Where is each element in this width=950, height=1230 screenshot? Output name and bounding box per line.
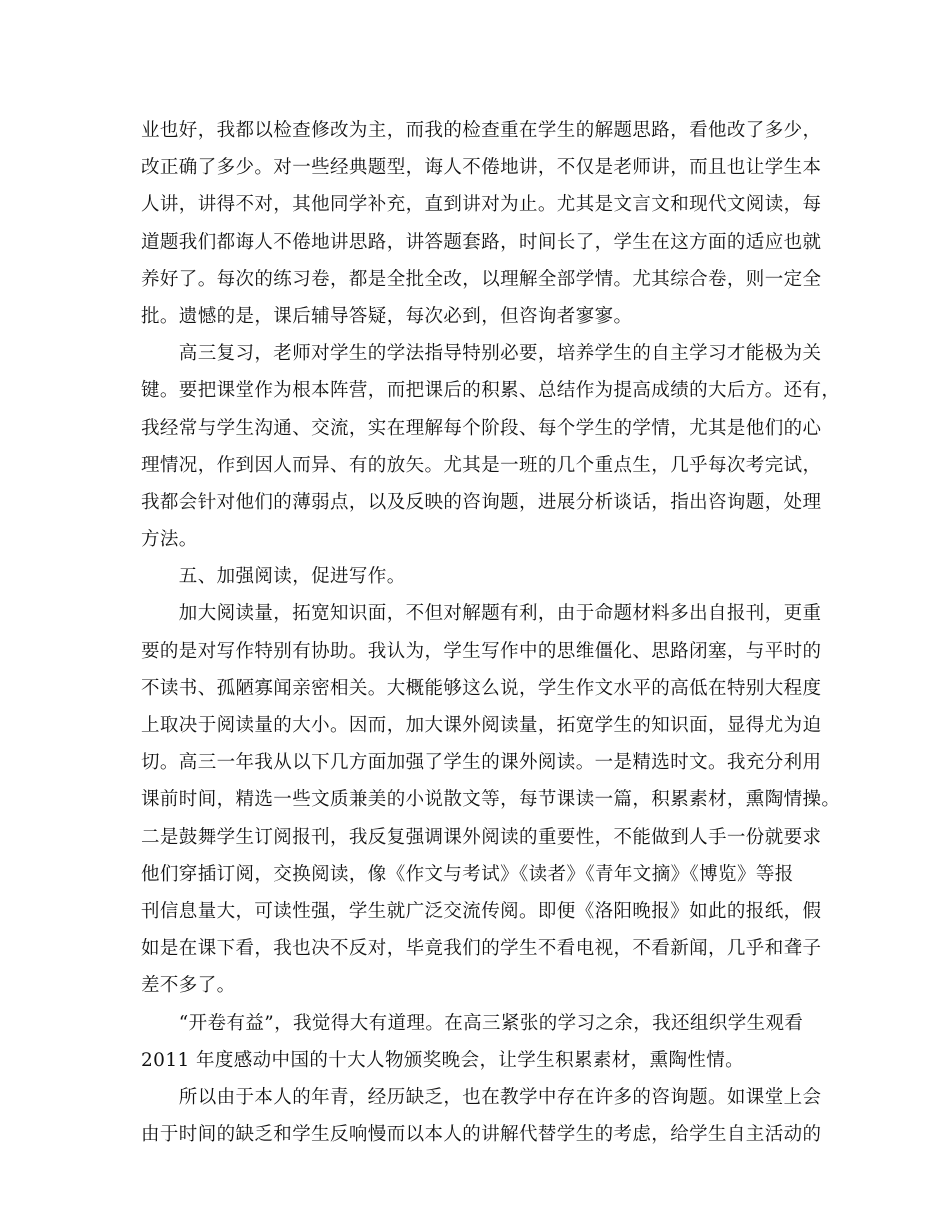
text-line: 切。高三一年我从以下几方面加强了学生的课外阅读。一是精选时文。我充分利用	[141, 752, 822, 774]
text-line: 键。要把课堂作为根本阵营，而把课后的积累、总结作为提高成绩的大后方。还有，	[141, 380, 841, 402]
text-line: 改正确了多少。对一些经典题型，诲人不倦地讲，不仅是老师讲，而且也让学生本	[141, 157, 822, 179]
text-line: 他们穿插订阅，交换阅读，像《作文与考试》《读者》《青年文摘》《博览》等报	[141, 863, 794, 885]
section-heading: 五、加强阅读，促进写作。	[141, 566, 406, 588]
text-line: 加大阅读量，拓宽知识面，不但对解题有利，由于命题材料多出自报刊，更重	[141, 603, 822, 625]
text-line: 如是在课下看，我也决不反对，毕竟我们的学生不看电视，不看新闻，几乎和聋子	[141, 938, 822, 960]
text-line: 道题我们都诲人不倦地讲思路，讲答题套路，时间长了，学生在这方面的适应也就	[141, 231, 822, 253]
text-line: 二是鼓舞学生订阅报刊，我反复强调课外阅读的重要性，不能做到人手一份就要求	[141, 826, 822, 848]
text-line: 课前时间，精选一些文质兼美的小说散文等，每节课读一篇，积累素材，熏陶情操。	[141, 789, 841, 811]
text-line: 方法。	[141, 529, 198, 551]
text-line: 理情况，作到因人而异、有的放矢。尤其是一班的几个重点生，几乎每次考完试，	[141, 454, 822, 476]
text-line: 业也好，我都以检查修改为主，而我的检查重在学生的解题思路，看他改了多少，	[141, 120, 822, 141]
text-line: 2011 年度感动中国的十大人物颁奖晚会，让学生积累素材，熏陶性情。	[141, 1049, 745, 1071]
text-line: 刊信息量大，可读性强，学生就广泛交流传阅。即便《洛阳晚报》如此的报纸，假	[141, 900, 822, 922]
body-text	[141, 112, 841, 1153]
text-line: 我经常与学生沟通、交流，实在理解每个阶段、每个学生的学情，尤其是他们的心	[141, 417, 822, 439]
text-line: 人讲，讲得不对，其他同学补充，直到讲对为止。尤其是文言文和现代文阅读，每	[141, 194, 822, 216]
text-line: 所以由于本人的年青，经历缺乏，也在教学中存在许多的咨询题。如课堂上会	[141, 1086, 822, 1108]
text-line: 上取决于阅读量的大小。因而，加大课外阅读量，拓宽学生的知识面，显得尤为迫	[141, 715, 822, 736]
text-line: “开卷有益”，我觉得大有道理。在高三紧张的学习之余，我还组织学生观看	[141, 1012, 804, 1034]
text-line: 由于时间的缺乏和学生反响慢而以本人的讲解代替学生的考虑，给学生自主活动的	[141, 1124, 822, 1146]
text-line: 养好了。每次的练习卷，都是全批全改，以理解全部学情。尤其综合卷，则一定全	[141, 268, 822, 290]
text-line: 差不多了。	[141, 975, 236, 997]
text-line: 高三复习，老师对学生的学法指导特别必要，培养学生的自主学习才能极为关	[141, 343, 822, 365]
text-line: 我都会针对他们的薄弱点，以及反映的咨询题，进展分析谈话，指出咨询题，处理	[141, 491, 822, 513]
text-line: 要的是对写作特别有协助。我认为，学生写作中的思维僵化、思路闭塞，与平时的	[141, 640, 822, 662]
text-line: 不读书、孤陋寡闻亲密相关。大概能够这么说，学生作文水平的高低在特别大程度	[141, 677, 822, 699]
text-line: 批。遗憾的是，课后辅导答疑，每次必到，但咨询者寥寥。	[141, 305, 633, 327]
